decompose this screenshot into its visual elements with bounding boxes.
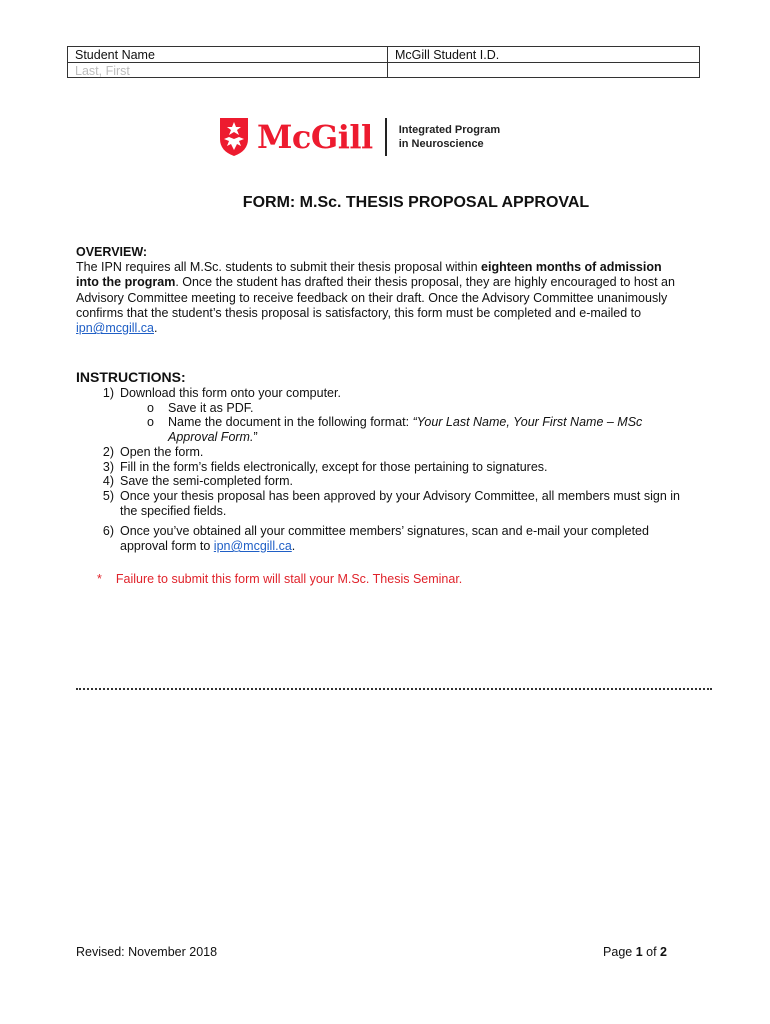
student-name-field[interactable]: Last, First <box>75 64 130 78</box>
student-id-label: McGill Student I.D. <box>395 48 500 62</box>
step-text <box>120 524 686 553</box>
overview-text: The IPN requires all M.Sc. students to submit their thesis proposal within <box>76 260 482 274</box>
list-item <box>76 386 686 401</box>
step-text-part: . <box>291 539 296 554</box>
program-name-line2: in Neuroscience <box>398 138 484 150</box>
list-item <box>76 524 686 553</box>
student-name-label: Student Name <box>75 48 155 62</box>
student-id-cell[interactable] <box>388 47 699 77</box>
table-divider <box>388 62 699 63</box>
program-name-line1: Integrated Program <box>398 124 501 136</box>
email-link[interactable]: ipn@mcgill.ca <box>213 539 292 554</box>
step-number: 2) <box>102 444 114 459</box>
mcgill-wordmark: McGill <box>257 118 373 156</box>
program-name <box>399 123 500 151</box>
page-current: 1 <box>635 945 643 959</box>
instructions-heading: INSTRUCTIONS: <box>76 369 186 385</box>
logo-divider <box>385 118 387 156</box>
form-title: FORM: M.Sc. THESIS PROPOSAL APPROVAL <box>242 194 590 211</box>
bullet-icon: o <box>147 400 154 415</box>
page-number <box>603 945 667 959</box>
list-item <box>76 489 686 518</box>
student-info-table <box>67 46 700 78</box>
page-of: of <box>642 945 661 959</box>
step-text: Once your thesis proposal has been approved by your Advisory Committee, all members must sign in the specified fields. <box>120 488 680 518</box>
list-item <box>76 460 686 475</box>
overview-text: . <box>154 321 158 336</box>
table-divider <box>68 62 387 63</box>
overview-text: . Once the student has drafted their thesis proposal, they are highly encouraged to host an Advisory Committee meeting to receive feedback on their draft. Once the Advisory Committee unanimously confirms that the student’s thesis proposal is satisfactory, this form must be completed and e-mailed to <box>76 275 675 320</box>
list-item <box>76 474 686 489</box>
list-item <box>76 445 686 460</box>
instructions-list <box>76 386 686 554</box>
page-total: 2 <box>660 945 667 959</box>
overview-paragraph <box>76 260 676 336</box>
step-text <box>168 415 686 444</box>
step-number: 6) <box>102 524 114 539</box>
dotted-divider <box>76 688 712 690</box>
step-text: Download this form onto your computer. <box>120 386 341 400</box>
step-text-part: Once you’ve obtained all your committee members’ signatures, scan and e-mail your completed approval form to <box>120 524 649 554</box>
student-name-cell[interactable] <box>68 47 388 77</box>
revision-date: Revised: November 2018 <box>76 945 218 959</box>
step-text: Save it as PDF. <box>168 400 254 415</box>
step-text: Fill in the form’s fields electronically, except for those pertaining to signatures. <box>120 459 548 474</box>
email-link[interactable]: ipn@mcgill.ca <box>76 321 154 336</box>
step-number: 4) <box>102 474 114 489</box>
mcgill-crest-icon <box>219 117 249 157</box>
sub-list-item <box>76 415 686 444</box>
warning-text: Failure to submit this form will stall your M.Sc. Thesis Seminar. <box>115 572 463 586</box>
mcgill-logo <box>219 115 500 159</box>
step-number: 5) <box>102 488 114 503</box>
bullet-icon: o <box>147 415 154 430</box>
submission-warning <box>97 572 462 586</box>
overview-bold-text: eighteen months of admission into the program <box>76 260 662 290</box>
sub-list-item <box>76 401 686 416</box>
step-text: Save the semi-completed form. <box>120 474 293 489</box>
step-number: 3) <box>102 459 114 474</box>
step-text: Open the form. <box>120 444 204 459</box>
page-prefix: Page <box>603 945 636 959</box>
asterisk-icon: * <box>97 572 102 586</box>
overview-heading: OVERVIEW: <box>76 245 148 259</box>
step-number: 1) <box>102 386 114 400</box>
filename-format: “Your Last Name, Your First Name – MSc Approval Form. <box>168 415 643 445</box>
step-text-part: Name the document in the following format: <box>168 415 413 430</box>
step-text-part: ” <box>253 430 258 445</box>
